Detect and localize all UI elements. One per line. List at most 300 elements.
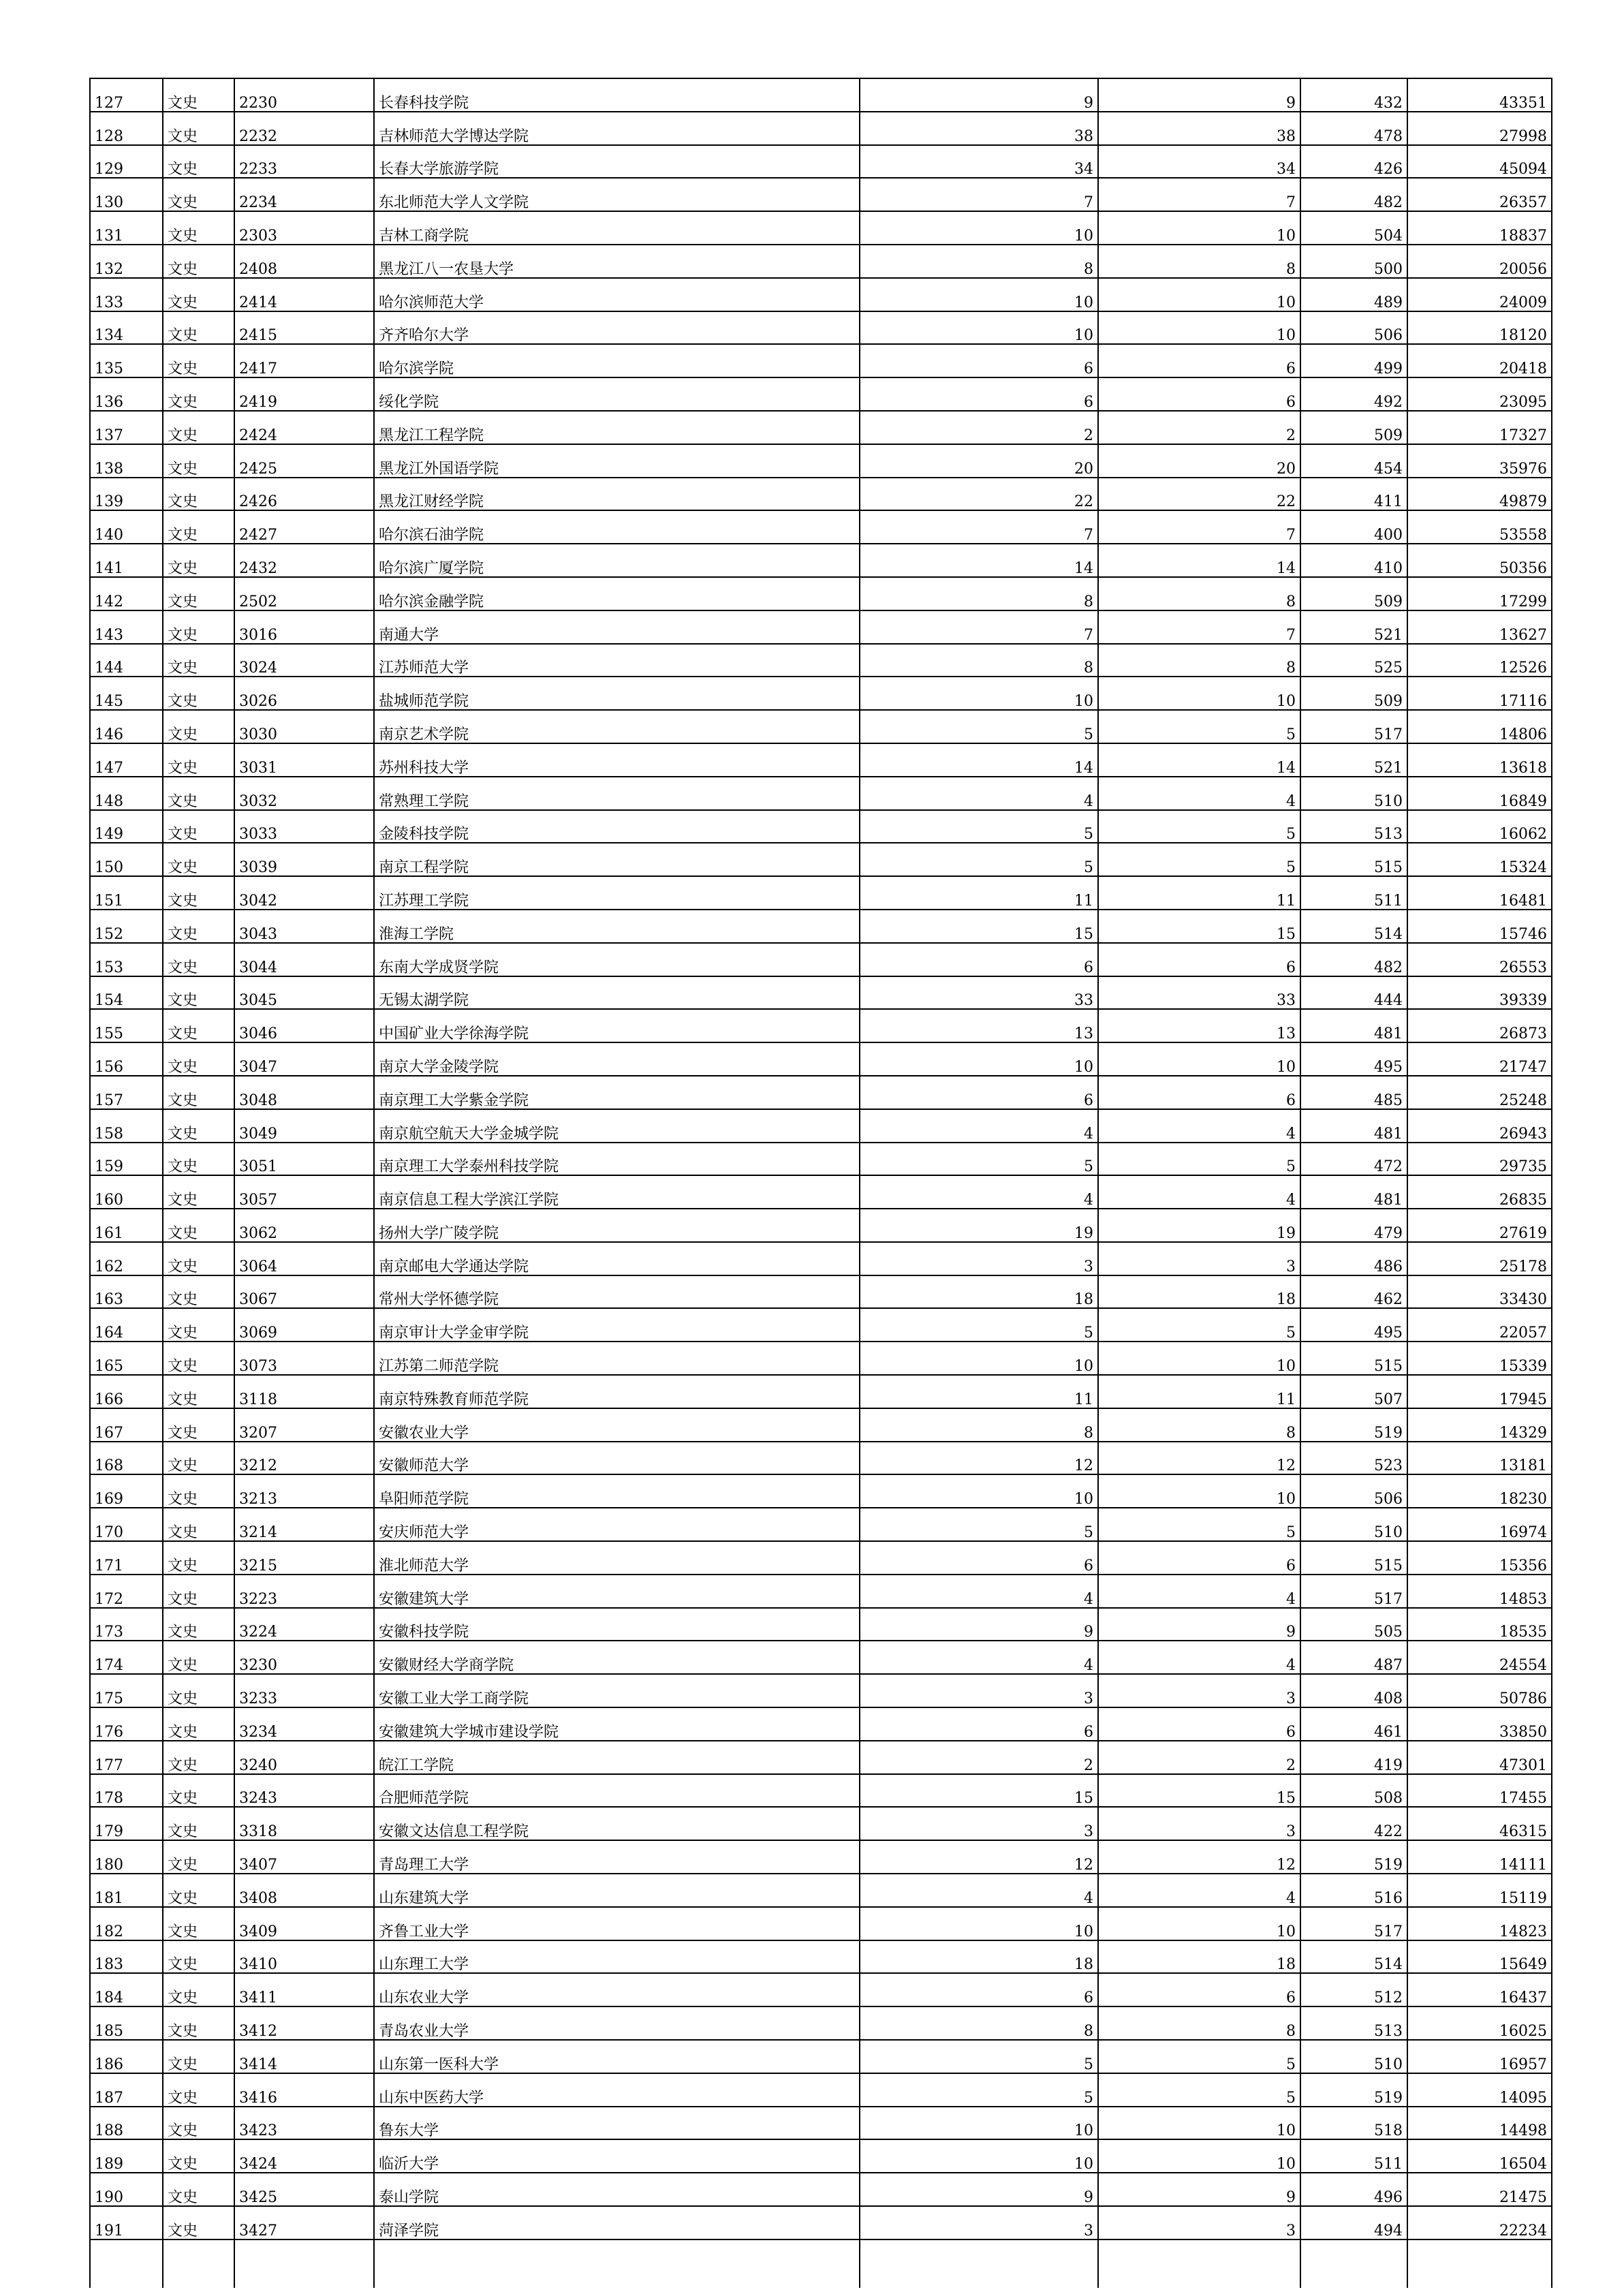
admitted-count-cell: 11	[1098, 1375, 1300, 1408]
category-cell: 文史	[163, 478, 234, 511]
category-cell: 文史	[163, 1474, 234, 1508]
rank-cell: 14095	[1407, 2073, 1552, 2107]
rank-cell: 13627	[1407, 610, 1552, 644]
admitted-count-cell: 7	[1098, 510, 1300, 544]
table-row	[90, 112, 1552, 145]
school-code-cell: 2415	[234, 311, 374, 345]
min-score-cell: 514	[1300, 1940, 1407, 1974]
school-name-cell: 山东理工大学	[374, 1940, 860, 1974]
school-code-cell: 3416	[234, 2073, 374, 2107]
min-score-cell: 513	[1300, 2006, 1407, 2040]
table-row	[90, 1840, 1552, 1874]
min-score-cell: 519	[1300, 1408, 1407, 1442]
table-row	[90, 1009, 1552, 1042]
category-cell: 文史	[163, 677, 234, 710]
admitted-count-cell: 8	[1098, 577, 1300, 610]
admitted-count-cell: 3	[1098, 1807, 1300, 1840]
min-score-cell: 411	[1300, 478, 1407, 511]
school-name-cell: 安徽文达信息工程学院	[374, 1807, 860, 1840]
plan-count-cell: 15	[860, 1774, 1098, 1808]
admitted-count-cell: 4	[1098, 777, 1300, 810]
serial-cell: 159	[90, 1143, 163, 1176]
rank-cell: 15339	[1407, 1342, 1552, 1375]
school-name-cell: 常州大学怀德学院	[374, 1275, 860, 1309]
rank-cell: 26553	[1407, 943, 1552, 976]
school-code-cell: 3412	[234, 2006, 374, 2040]
serial-cell: 179	[90, 1807, 163, 1840]
admitted-count-cell: 5	[1098, 710, 1300, 743]
min-score-cell: 521	[1300, 610, 1407, 644]
empty-cell	[860, 2239, 1098, 2288]
school-name-cell: 长春科技学院	[374, 78, 860, 112]
table-row	[90, 1707, 1552, 1741]
rank-cell: 14806	[1407, 710, 1552, 743]
admitted-count-cell: 10	[1098, 2139, 1300, 2173]
plan-count-cell: 34	[860, 145, 1098, 179]
admitted-count-cell: 6	[1098, 1541, 1300, 1575]
plan-count-cell: 18	[860, 1940, 1098, 1974]
school-name-cell: 扬州大学广陵学院	[374, 1209, 860, 1242]
serial-cell: 190	[90, 2173, 163, 2206]
school-name-cell: 南京理工大学紫金学院	[374, 1076, 860, 1109]
admitted-count-cell: 19	[1098, 1209, 1300, 1242]
rank-cell: 26943	[1407, 1109, 1552, 1143]
school-code-cell: 3207	[234, 1408, 374, 1442]
school-name-cell: 黑龙江工程学院	[374, 411, 860, 444]
serial-cell: 164	[90, 1308, 163, 1342]
min-score-cell: 496	[1300, 2173, 1407, 2206]
category-cell: 文史	[163, 2107, 234, 2140]
plan-count-cell: 20	[860, 444, 1098, 478]
min-score-cell: 492	[1300, 377, 1407, 411]
category-cell: 文史	[163, 910, 234, 943]
rank-cell: 16437	[1407, 1973, 1552, 2006]
school-name-cell: 江苏师范大学	[374, 644, 860, 677]
school-name-cell: 南京工程学院	[374, 843, 860, 876]
school-name-cell: 无锡太湖学院	[374, 976, 860, 1010]
rank-cell: 14329	[1407, 1408, 1552, 1442]
serial-cell: 175	[90, 1674, 163, 1707]
admitted-count-cell: 12	[1098, 1442, 1300, 1475]
school-code-cell: 2417	[234, 344, 374, 377]
school-code-cell: 2425	[234, 444, 374, 478]
admitted-count-cell: 8	[1098, 2006, 1300, 2040]
plan-count-cell: 10	[860, 311, 1098, 345]
plan-count-cell: 6	[860, 1973, 1098, 2006]
school-code-cell: 3062	[234, 1209, 374, 1242]
school-name-cell: 临沂大学	[374, 2139, 860, 2173]
category-cell: 文史	[163, 1707, 234, 1741]
plan-count-cell: 3	[860, 2206, 1098, 2239]
table-row	[90, 1209, 1552, 1242]
category-cell: 文史	[163, 1674, 234, 1707]
school-name-cell: 盐城师范学院	[374, 677, 860, 710]
serial-cell: 151	[90, 876, 163, 910]
school-code-cell: 3240	[234, 1741, 374, 1774]
serial-cell: 176	[90, 1707, 163, 1741]
plan-count-cell: 19	[860, 1209, 1098, 1242]
category-cell: 文史	[163, 1308, 234, 1342]
table-row	[90, 444, 1552, 478]
plan-count-cell: 2	[860, 1741, 1098, 1774]
admitted-count-cell: 33	[1098, 976, 1300, 1010]
admitted-count-cell: 15	[1098, 1774, 1300, 1808]
admitted-count-cell: 5	[1098, 843, 1300, 876]
table-row	[90, 2073, 1552, 2107]
min-score-cell: 514	[1300, 910, 1407, 943]
category-cell: 文史	[163, 1874, 234, 1907]
school-name-cell: 安徽科技学院	[374, 1608, 860, 1641]
empty-cell	[234, 2239, 374, 2288]
plan-count-cell: 9	[860, 78, 1098, 112]
school-code-cell: 3045	[234, 976, 374, 1010]
min-score-cell: 505	[1300, 1608, 1407, 1641]
table-row	[90, 1375, 1552, 1408]
rank-cell: 17455	[1407, 1774, 1552, 1808]
school-name-cell: 阜阳师范学院	[374, 1474, 860, 1508]
serial-cell: 138	[90, 444, 163, 478]
min-score-cell: 426	[1300, 145, 1407, 179]
serial-cell: 172	[90, 1575, 163, 1608]
category-cell: 文史	[163, 710, 234, 743]
rank-cell: 45094	[1407, 145, 1552, 179]
category-cell: 文史	[163, 1175, 234, 1209]
min-score-cell: 508	[1300, 1774, 1407, 1808]
min-score-cell: 478	[1300, 112, 1407, 145]
admitted-count-cell: 9	[1098, 1608, 1300, 1641]
min-score-cell: 521	[1300, 743, 1407, 777]
serial-cell: 139	[90, 478, 163, 511]
school-code-cell: 2419	[234, 377, 374, 411]
school-code-cell: 3047	[234, 1042, 374, 1076]
min-score-cell: 489	[1300, 278, 1407, 311]
plan-count-cell: 3	[860, 1242, 1098, 1275]
school-name-cell: 东北师范大学人文学院	[374, 178, 860, 211]
rank-cell: 15649	[1407, 1940, 1552, 1974]
school-code-cell: 3064	[234, 1242, 374, 1275]
school-name-cell: 吉林师范大学博达学院	[374, 112, 860, 145]
school-code-cell: 3118	[234, 1375, 374, 1408]
rank-cell: 39339	[1407, 976, 1552, 1010]
school-code-cell: 3031	[234, 743, 374, 777]
min-score-cell: 479	[1300, 1209, 1407, 1242]
serial-cell: 177	[90, 1741, 163, 1774]
school-code-cell: 3318	[234, 1807, 374, 1840]
school-code-cell: 2424	[234, 411, 374, 444]
serial-cell: 142	[90, 577, 163, 610]
serial-cell: 171	[90, 1541, 163, 1575]
min-score-cell: 499	[1300, 344, 1407, 377]
category-cell: 文史	[163, 178, 234, 211]
admitted-count-cell: 18	[1098, 1940, 1300, 1974]
plan-count-cell: 4	[860, 777, 1098, 810]
table-row	[90, 1076, 1552, 1109]
serial-cell: 180	[90, 1840, 163, 1874]
serial-cell: 143	[90, 610, 163, 644]
school-code-cell: 3048	[234, 1076, 374, 1109]
school-code-cell: 2234	[234, 178, 374, 211]
table-row	[90, 610, 1552, 644]
table-row	[90, 1442, 1552, 1475]
admitted-count-cell: 10	[1098, 2107, 1300, 2140]
table-row	[90, 1342, 1552, 1375]
table-body	[90, 78, 1552, 2288]
category-cell: 文史	[163, 2073, 234, 2107]
school-name-cell: 淮北师范大学	[374, 1541, 860, 1575]
serial-cell: 170	[90, 1508, 163, 1541]
school-name-cell: 南京航空航天大学金城学院	[374, 1109, 860, 1143]
school-name-cell: 南京邮电大学通达学院	[374, 1242, 860, 1275]
rank-cell: 25178	[1407, 1242, 1552, 1275]
min-score-cell: 511	[1300, 2139, 1407, 2173]
serial-cell: 156	[90, 1042, 163, 1076]
serial-cell: 155	[90, 1009, 163, 1042]
school-code-cell: 3030	[234, 710, 374, 743]
plan-count-cell: 18	[860, 1275, 1098, 1309]
school-name-cell: 安庆师范大学	[374, 1508, 860, 1541]
category-cell: 文史	[163, 1973, 234, 2006]
school-code-cell: 3073	[234, 1342, 374, 1375]
category-cell: 文史	[163, 211, 234, 245]
school-name-cell: 菏泽学院	[374, 2206, 860, 2239]
plan-count-cell: 8	[860, 577, 1098, 610]
min-score-cell: 519	[1300, 1840, 1407, 1874]
school-code-cell: 3067	[234, 1275, 374, 1309]
admitted-count-cell: 4	[1098, 1109, 1300, 1143]
school-name-cell: 安徽建筑大学城市建设学院	[374, 1707, 860, 1741]
rank-cell: 50786	[1407, 1674, 1552, 1707]
school-name-cell: 江苏第二师范学院	[374, 1342, 860, 1375]
rank-cell: 13618	[1407, 743, 1552, 777]
empty-cell	[1098, 2239, 1300, 2288]
rank-cell: 14111	[1407, 1840, 1552, 1874]
school-code-cell: 2232	[234, 112, 374, 145]
min-score-cell: 419	[1300, 1741, 1407, 1774]
admitted-count-cell: 5	[1098, 2040, 1300, 2073]
serial-cell: 183	[90, 1940, 163, 1974]
rank-cell: 26835	[1407, 1175, 1552, 1209]
serial-cell: 174	[90, 1641, 163, 1674]
school-name-cell: 安徽建筑大学	[374, 1575, 860, 1608]
rank-cell: 15356	[1407, 1541, 1552, 1575]
min-score-cell: 504	[1300, 211, 1407, 245]
school-name-cell: 吉林工商学院	[374, 211, 860, 245]
school-code-cell: 2233	[234, 145, 374, 179]
admitted-count-cell: 3	[1098, 1242, 1300, 1275]
category-cell: 文史	[163, 1375, 234, 1408]
min-score-cell: 432	[1300, 78, 1407, 112]
table-row	[90, 544, 1552, 577]
plan-count-cell: 15	[860, 910, 1098, 943]
rank-cell: 16481	[1407, 876, 1552, 910]
min-score-cell: 400	[1300, 510, 1407, 544]
serial-cell: 186	[90, 2040, 163, 2073]
category-cell: 文史	[163, 1009, 234, 1042]
table-row	[90, 1874, 1552, 1907]
rank-cell: 27619	[1407, 1209, 1552, 1242]
rank-cell: 23095	[1407, 377, 1552, 411]
plan-count-cell: 11	[860, 876, 1098, 910]
plan-count-cell: 8	[860, 2006, 1098, 2040]
school-name-cell: 中国矿业大学徐海学院	[374, 1009, 860, 1042]
category-cell: 文史	[163, 1940, 234, 1974]
min-score-cell: 408	[1300, 1674, 1407, 1707]
plan-count-cell: 8	[860, 1408, 1098, 1442]
serial-cell: 144	[90, 644, 163, 677]
admitted-count-cell: 3	[1098, 2206, 1300, 2239]
category-cell: 文史	[163, 1641, 234, 1674]
school-name-cell: 鲁东大学	[374, 2107, 860, 2140]
admitted-count-cell: 6	[1098, 1973, 1300, 2006]
admitted-count-cell: 11	[1098, 876, 1300, 910]
empty-cell	[163, 2239, 234, 2288]
category-cell: 文史	[163, 544, 234, 577]
school-code-cell: 3407	[234, 1840, 374, 1874]
admitted-count-cell: 9	[1098, 2173, 1300, 2206]
table-row	[90, 1242, 1552, 1275]
min-score-cell: 454	[1300, 444, 1407, 478]
category-cell: 文史	[163, 1907, 234, 1940]
min-score-cell: 486	[1300, 1242, 1407, 1275]
plan-count-cell: 3	[860, 1674, 1098, 1707]
school-name-cell: 泰山学院	[374, 2173, 860, 2206]
table-row	[90, 2107, 1552, 2140]
category-cell: 文史	[163, 1774, 234, 1808]
min-score-cell: 481	[1300, 1009, 1407, 1042]
plan-count-cell: 5	[860, 1508, 1098, 1541]
table-row	[90, 810, 1552, 843]
min-score-cell: 410	[1300, 544, 1407, 577]
serial-cell: 173	[90, 1608, 163, 1641]
plan-count-cell: 10	[860, 2139, 1098, 2173]
serial-cell: 188	[90, 2107, 163, 2140]
admitted-count-cell: 10	[1098, 278, 1300, 311]
rank-cell: 16062	[1407, 810, 1552, 843]
rank-cell: 50356	[1407, 544, 1552, 577]
category-cell: 文史	[163, 1209, 234, 1242]
serial-cell: 128	[90, 112, 163, 145]
plan-count-cell: 4	[860, 1874, 1098, 1907]
table-row	[90, 1741, 1552, 1774]
min-score-cell: 472	[1300, 1143, 1407, 1176]
category-cell: 文史	[163, 976, 234, 1010]
school-name-cell: 南京大学金陵学院	[374, 1042, 860, 1076]
school-code-cell: 3069	[234, 1308, 374, 1342]
min-score-cell: 525	[1300, 644, 1407, 677]
school-code-cell: 2426	[234, 478, 374, 511]
serial-cell: 137	[90, 411, 163, 444]
serial-cell: 157	[90, 1076, 163, 1109]
school-name-cell: 黑龙江财经学院	[374, 478, 860, 511]
school-name-cell: 黑龙江八一农垦大学	[374, 245, 860, 278]
school-code-cell: 2502	[234, 577, 374, 610]
empty-cell	[1407, 2239, 1552, 2288]
min-score-cell: 444	[1300, 976, 1407, 1010]
category-cell: 文史	[163, 2006, 234, 2040]
plan-count-cell: 6	[860, 377, 1098, 411]
category-cell: 文史	[163, 1575, 234, 1608]
school-code-cell: 3233	[234, 1674, 374, 1707]
serial-cell: 160	[90, 1175, 163, 1209]
school-name-cell: 东南大学成贤学院	[374, 943, 860, 976]
admitted-count-cell: 18	[1098, 1275, 1300, 1309]
admitted-count-cell: 14	[1098, 544, 1300, 577]
school-name-cell: 山东农业大学	[374, 1973, 860, 2006]
admitted-count-cell: 9	[1098, 78, 1300, 112]
min-score-cell: 513	[1300, 810, 1407, 843]
category-cell: 文史	[163, 1608, 234, 1641]
serial-cell: 182	[90, 1907, 163, 1940]
school-name-cell: 南通大学	[374, 610, 860, 644]
school-code-cell: 3016	[234, 610, 374, 644]
serial-cell: 184	[90, 1973, 163, 2006]
plan-count-cell: 4	[860, 1641, 1098, 1674]
rank-cell: 16025	[1407, 2006, 1552, 2040]
admitted-count-cell: 10	[1098, 1342, 1300, 1375]
table-row	[90, 1575, 1552, 1608]
category-cell: 文史	[163, 510, 234, 544]
school-name-cell: 江苏理工学院	[374, 876, 860, 910]
serial-cell: 130	[90, 178, 163, 211]
category-cell: 文史	[163, 1076, 234, 1109]
category-cell: 文史	[163, 843, 234, 876]
admitted-count-cell: 10	[1098, 1042, 1300, 1076]
category-cell: 文史	[163, 1442, 234, 1475]
table-row	[90, 377, 1552, 411]
table-row	[90, 311, 1552, 345]
plan-count-cell: 7	[860, 178, 1098, 211]
plan-count-cell: 8	[860, 644, 1098, 677]
category-cell: 文史	[163, 2206, 234, 2239]
school-code-cell: 3427	[234, 2206, 374, 2239]
table-row	[90, 910, 1552, 943]
plan-count-cell: 14	[860, 544, 1098, 577]
rank-cell: 17327	[1407, 411, 1552, 444]
admitted-count-cell: 3	[1098, 1674, 1300, 1707]
admitted-count-cell: 8	[1098, 245, 1300, 278]
min-score-cell: 482	[1300, 178, 1407, 211]
table-row	[90, 876, 1552, 910]
serial-cell: 147	[90, 743, 163, 777]
school-code-cell: 3032	[234, 777, 374, 810]
category-cell: 文史	[163, 1109, 234, 1143]
school-name-cell: 哈尔滨石油学院	[374, 510, 860, 544]
school-name-cell: 齐齐哈尔大学	[374, 311, 860, 345]
serial-cell: 167	[90, 1408, 163, 1442]
school-name-cell: 绥化学院	[374, 377, 860, 411]
rank-cell: 18230	[1407, 1474, 1552, 1508]
school-name-cell: 青岛理工大学	[374, 1840, 860, 1874]
serial-cell: 153	[90, 943, 163, 976]
min-score-cell: 509	[1300, 677, 1407, 710]
serial-cell: 134	[90, 311, 163, 345]
rank-cell: 14498	[1407, 2107, 1552, 2140]
school-code-cell: 3409	[234, 1907, 374, 1940]
plan-count-cell: 6	[860, 1076, 1098, 1109]
school-code-cell: 3033	[234, 810, 374, 843]
rank-cell: 18535	[1407, 1608, 1552, 1641]
plan-count-cell: 4	[860, 1575, 1098, 1608]
admitted-count-cell: 5	[1098, 1508, 1300, 1541]
table-row	[90, 510, 1552, 544]
rank-cell: 21475	[1407, 2173, 1552, 2206]
table-row	[90, 1674, 1552, 1707]
plan-count-cell: 5	[860, 843, 1098, 876]
rank-cell: 33430	[1407, 1275, 1552, 1309]
category-cell: 文史	[163, 1342, 234, 1375]
rank-cell: 16974	[1407, 1508, 1552, 1541]
min-score-cell: 519	[1300, 2073, 1407, 2107]
